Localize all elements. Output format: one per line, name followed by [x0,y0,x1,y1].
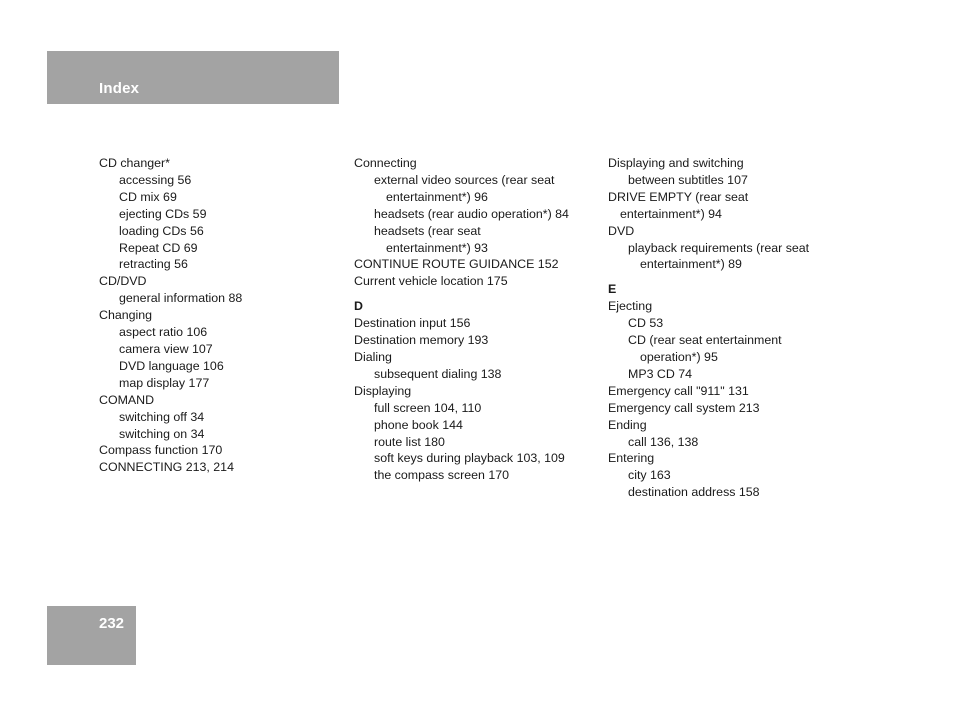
index-subentry: general information 88 [119,291,243,306]
index-subentry: destination address 158 [628,485,760,500]
page-number: 232 [99,615,125,632]
index-entry: DRIVE EMPTY (rear seat [608,189,749,204]
index-subentry: soft keys during playback 103, 109 [374,451,565,466]
index-entry: Ending [608,417,647,432]
index-subentry: MP3 CD 74 [628,366,693,381]
index-entry: CONNECTING 213, 214 [99,460,234,475]
page-number-tab [47,606,136,665]
index-subentry: ejecting CDs 59 [119,206,207,221]
index-subentry: headsets (rear seat [374,223,481,238]
index-subentry: CD mix 69 [119,189,177,204]
index-subentry: route list 180 [374,434,445,449]
index-subentry: switching off 34 [119,409,205,424]
index-column-1 [99,155,349,476]
index-subentry-continued: operation*) 95 [640,349,718,364]
index-subentry: city 163 [628,468,671,483]
index-subentry: switching on 34 [119,426,205,441]
index-entry-continued: entertainment*) 94 [620,206,722,221]
index-subentry: accessing 56 [119,172,192,187]
index-subentry: headsets (rear audio operation*) 84 [374,206,569,221]
index-subentry: aspect ratio 106 [119,325,208,340]
index-column-3 [608,155,868,501]
index-entry: Displaying [354,383,412,398]
index-letter-heading: D [354,299,363,314]
index-column-2 [354,155,604,484]
index-entry: Emergency call "911" 131 [608,383,749,398]
index-subentry: loading CDs 56 [119,223,204,238]
index-subentry: retracting 56 [119,257,188,272]
index-entry: COMAND [99,392,155,407]
index-entry: DVD [608,223,635,238]
index-subentry-continued: entertainment*) 89 [640,257,742,272]
index-subentry: Repeat CD 69 [119,240,198,255]
index-subentry: CD 53 [628,316,664,331]
header-bar [47,51,339,104]
index-entry: CD/DVD [99,274,147,289]
index-entry: Current vehicle location 175 [354,274,508,289]
index-entry: CONTINUE ROUTE GUIDANCE 152 [354,257,559,272]
index-subentry-continued: entertainment*) 93 [386,240,488,255]
index-subentry: phone book 144 [374,417,463,432]
index-subentry: map display 177 [119,375,210,390]
index-subentry-continued: entertainment*) 96 [386,189,488,204]
index-letter-heading: E [608,282,617,297]
page-title: Index [99,80,140,97]
index-subentry: subsequent dialing 138 [374,366,502,381]
index-entry: Dialing [354,349,392,364]
index-entry: CD changer* [99,156,170,170]
index-entry: Emergency call system 213 [608,400,760,415]
index-entry: Changing [99,308,153,323]
index-entry: Destination input 156 [354,316,471,331]
index-subentry: call 136, 138 [628,434,699,449]
index-entry: Compass function 170 [99,443,223,458]
index-subentry: full screen 104, 110 [374,400,482,415]
index-subentry: DVD language 106 [119,358,224,373]
index-subentry: between subtitles 107 [628,172,748,187]
index-entry: Ejecting [608,299,653,314]
index-entry: Destination memory 193 [354,333,489,348]
index-entry: Displaying and switching [608,156,744,170]
index-subentry: external video sources (rear seat [374,172,555,187]
index-subentry: CD (rear seat entertainment [628,333,782,348]
index-entry: Entering [608,451,655,466]
index-subentry: camera view 107 [119,341,213,356]
index-subentry: the compass screen 170 [374,468,509,483]
index-subentry: playback requirements (rear seat [628,240,810,255]
index-entry: Connecting [354,156,417,170]
